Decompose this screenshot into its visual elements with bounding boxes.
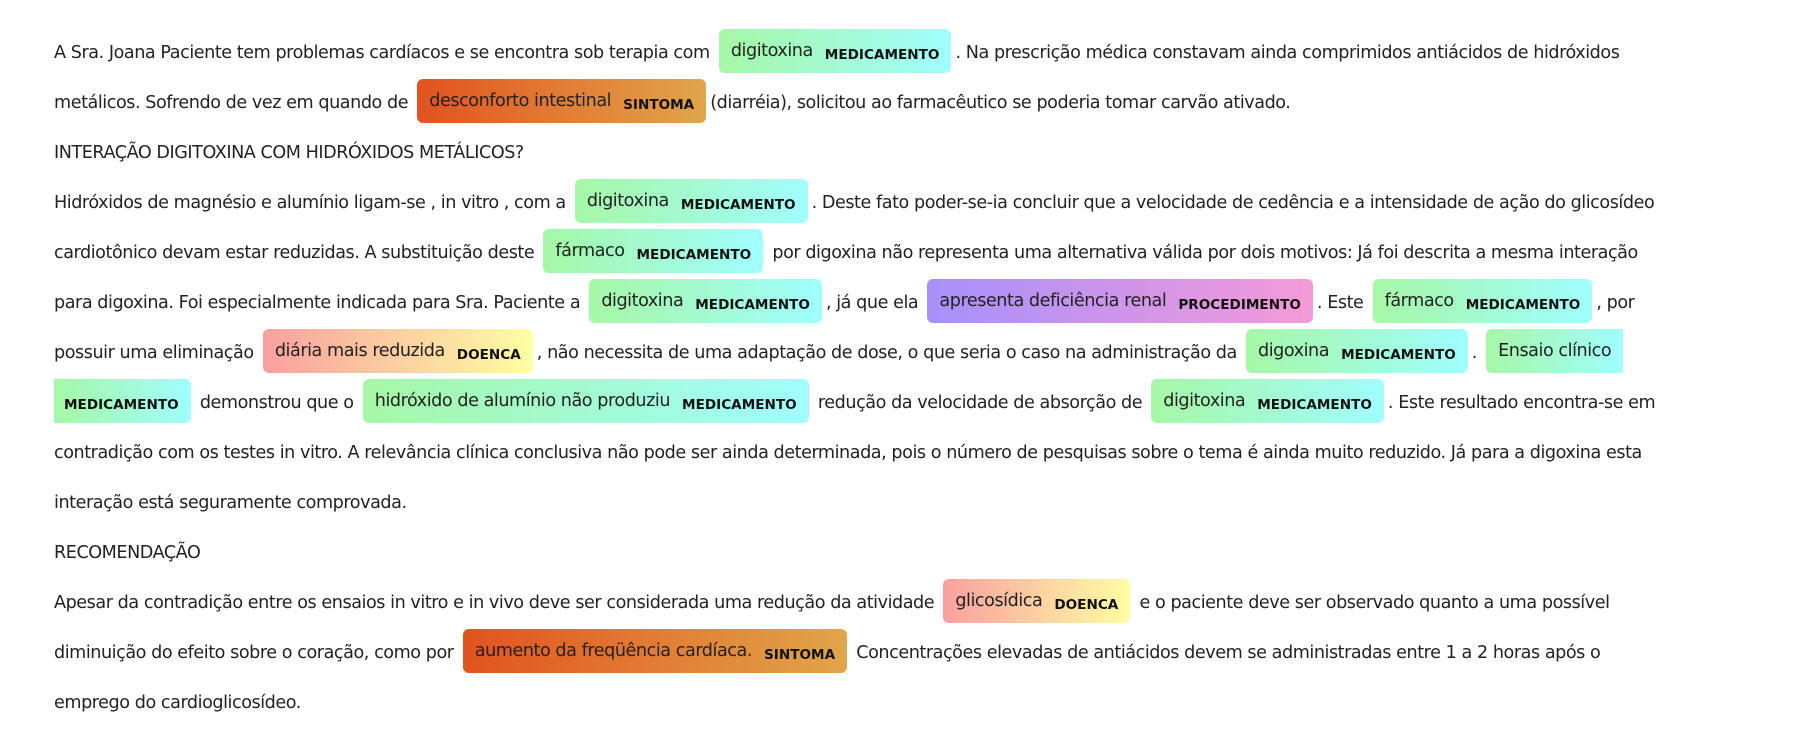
text-line [54,278,1774,328]
entity-medicamento-continued[interactable] [54,379,191,423]
entity-text: digitoxina [601,291,684,311]
text-line [54,628,1774,678]
entity-label: DOENCA [456,347,521,363]
text-segment: (diarréia), solicitou ao farmacêutico se poderia tomar carvão ativado. [710,93,1291,113]
entity-medicamento[interactable] [363,379,809,423]
text-segment: , por [1596,293,1635,313]
text-line [54,178,1774,228]
entity-medicamento[interactable] [1486,329,1623,373]
text-segment: redução da velocidade de absorção de [817,393,1143,413]
entity-label: MEDICAMENTO [682,397,797,413]
text-line [54,428,1774,478]
entity-sintoma[interactable] [463,629,847,673]
text-segment: . Deste fato poder-se-ia concluir que a velocidade de cedência e a intensidade de ação do glicosídeo [811,193,1655,213]
text-segment: . Na prescrição médica constavam ainda comprimidos antiácidos de hidróxidos [955,43,1620,63]
text-segment: metálicos. Sofrendo de vez em quando de [54,93,409,113]
entity-label: PROCEDIMENTO [1178,297,1301,313]
text-line [54,228,1774,278]
entity-text: aumento da freqüência cardíaca. [474,641,752,661]
entity-label: MEDICAMENTO [64,397,179,413]
entity-text: fármaco [1384,291,1454,311]
entity-medicamento[interactable] [575,179,808,223]
entity-label: MEDICAMENTO [1465,297,1581,313]
section-heading: RECOMENDAÇÃO [54,543,201,563]
entity-text: hidróxido de alumínio não produziu [374,391,671,411]
text-segment: . Este resultado encontra-se em [1387,393,1656,413]
text-segment: demonstrou que o [199,393,354,413]
entity-label: SINTOMA [763,647,836,663]
text-segment: emprego do cardioglicosídeo. [54,693,301,713]
entity-text: diária mais reduzida [274,341,445,361]
entity-text: digoxina [1258,341,1330,361]
text-segment: por digoxina não representa uma alternativa válida por dois motivos: Já foi descrita a mesma interação [772,243,1638,263]
entity-doenca[interactable] [943,579,1130,623]
entity-medicamento[interactable] [1151,379,1384,423]
entity-medicamento[interactable] [719,29,952,73]
text-segment: diminuição do efeito sobre o coração, como por [54,643,454,663]
entity-medicamento[interactable] [1373,279,1593,323]
entity-medicamento[interactable] [543,229,763,273]
text-segment: e o paciente deve ser observado quanto a uma possível [1139,593,1610,613]
entity-label: SINTOMA [623,97,695,113]
entity-text: digitoxina [586,191,669,211]
entity-text: fármaco [555,241,625,261]
entity-text: digitoxina [1163,391,1246,411]
entity-text: glicosídica [955,591,1043,611]
text-line [54,578,1774,628]
entity-doenca[interactable] [263,329,533,373]
text-segment: Hidróxidos de magnésio e alumínio ligam-se , in vitro , com a [54,193,566,213]
entity-text: apresenta deficiência renal [939,291,1167,311]
text-segment: cardiotônico devam estar reduzidas. A substituição deste [54,243,535,263]
text-segment: . Este [1316,293,1364,313]
text-line [54,678,1774,728]
entity-label: MEDICAMENTO [680,197,796,213]
text-segment: contradição com os testes in vitro. A relevância clínica conclusiva não pode ser ainda determinada, pois o número de pesquisas sobre o tema é ainda muito reduzido. Já para a digoxina esta [54,443,1642,463]
entity-procedimento[interactable] [927,279,1313,323]
entity-label: DOENCA [1054,597,1119,613]
entity-label: MEDICAMENTO [1257,397,1372,413]
entity-medicamento[interactable] [1246,329,1468,373]
entity-label: MEDICAMENTO [695,297,810,313]
text-line [54,328,1774,378]
text-segment: interação está seguramente comprovada. [54,493,407,513]
text-segment: A Sra. Joana Paciente tem problemas cardíacos e se encontra sob terapia com [54,43,710,63]
entity-medicamento[interactable] [589,279,822,323]
entity-text: desconforto intestinal [429,91,612,111]
text-segment: , não necessita de uma adaptação de dose, o que seria o caso na administração da [536,343,1237,363]
text-line [54,78,1774,128]
annotated-document [54,28,1774,728]
text-segment: possuir uma eliminação [54,343,254,363]
text-line [54,478,1774,528]
entity-label: MEDICAMENTO [1341,347,1456,363]
text-segment: , já que ela [825,293,919,313]
entity-label: MEDICAMENTO [636,247,752,263]
text-segment: Concentrações elevadas de antiácidos devem se administradas entre 1 a 2 horas após o [856,643,1601,663]
text-segment: para digoxina. Foi especialmente indicada para Sra. Paciente a [54,293,581,313]
section-heading: INTERAÇÃO DIGITOXINA COM HIDRÓXIDOS METÁLICOS? [54,143,524,163]
entity-text: digitoxina [730,41,813,61]
entity-label: MEDICAMENTO [824,47,940,63]
text-segment: . [1471,343,1477,363]
text-line [54,28,1774,78]
text-segment: Apesar da contradição entre os ensaios in vitro e in vivo deve ser considerada uma redução da atividade [54,593,935,613]
text-line [54,378,1774,428]
entity-sintoma[interactable] [417,79,706,123]
entity-text: Ensaio clínico [1498,341,1612,361]
